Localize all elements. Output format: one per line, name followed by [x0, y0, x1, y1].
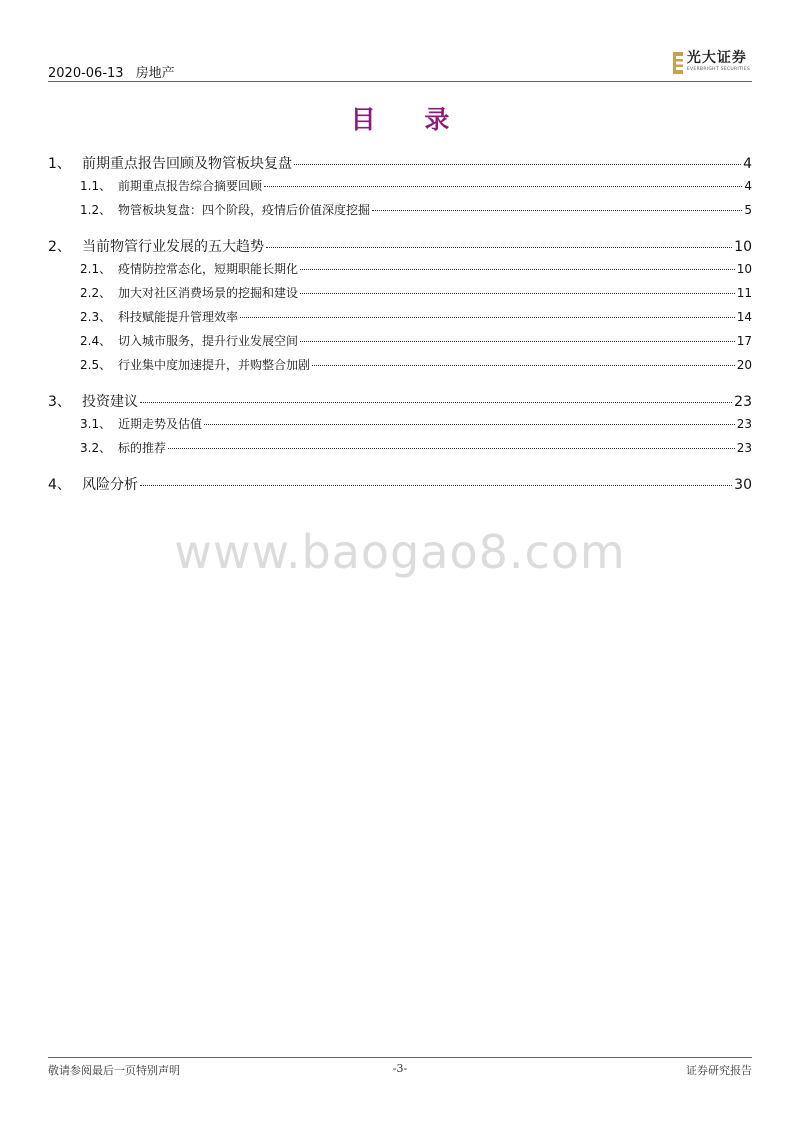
toc-entry-title: 切入城市服务，提升行业发展空间 — [118, 334, 299, 348]
toc-dot-leader — [168, 448, 735, 449]
toc-dot-leader — [300, 341, 735, 342]
toc-section-entry[interactable] — [48, 201, 752, 225]
toc-entry-number: 3.1、 — [80, 417, 112, 431]
toc-entry-number: 4、 — [48, 477, 71, 493]
toc-section-entry[interactable] — [48, 308, 752, 332]
toc-entry-page: 17 — [736, 334, 752, 348]
footer-disclaimer: 敬请参阅最后一页特别声明 — [48, 1064, 180, 1077]
toc-entry-number: 2、 — [48, 239, 71, 255]
toc-entry-page: 14 — [736, 310, 752, 324]
toc-dot-leader — [372, 210, 742, 211]
logo-chinese-name: 光大证券 — [686, 50, 747, 66]
toc-entry-title: 物管板块复盘：四个阶段，疫情后价值深度挖掘 — [118, 203, 371, 217]
toc-dot-leader — [240, 317, 735, 318]
report-date: 2020-06-13 — [48, 66, 124, 81]
toc-dot-leader — [300, 269, 735, 270]
toc-entry-number: 1.1、 — [80, 179, 112, 193]
toc-entry-title: 风险分析 — [82, 477, 138, 493]
toc-dot-leader — [266, 247, 732, 248]
toc-entry-page: 23 — [734, 394, 752, 410]
toc-entry-page: 20 — [736, 358, 752, 372]
toc-dot-leader — [312, 365, 735, 366]
toc-entry-number: 2.1、 — [80, 262, 112, 276]
toc-entry-page: 30 — [734, 477, 752, 493]
toc-entry-title: 前期重点报告综合摘要回顾 — [118, 179, 263, 193]
toc-entry-number: 2.2、 — [80, 286, 112, 300]
toc-chapter-entry[interactable] — [48, 390, 752, 415]
toc-section-entry[interactable] — [48, 284, 752, 308]
toc-entry-title: 近期走势及估值 — [118, 417, 203, 431]
report-sector: 房地产 — [135, 66, 175, 81]
toc-title: 目 录 — [350, 105, 470, 134]
toc-section-entry[interactable] — [48, 439, 752, 463]
toc-entry-page: 5 — [744, 203, 752, 217]
toc-dot-leader — [294, 164, 741, 165]
header-divider — [48, 81, 752, 82]
toc-entry-page: 4 — [744, 179, 752, 193]
toc-section-entry[interactable] — [48, 332, 752, 356]
toc-dot-leader — [140, 402, 732, 403]
toc-entry-page: 23 — [736, 441, 752, 455]
toc-entry-title: 科技赋能提升管理效率 — [118, 310, 239, 324]
toc-chapter-entry[interactable] — [48, 152, 752, 177]
toc-entry-title: 当前物管行业发展的五大趋势 — [82, 239, 264, 255]
toc-section-entry[interactable] — [48, 260, 752, 284]
toc-entry-title: 加大对社区消费场景的挖掘和建设 — [118, 286, 299, 300]
header-info — [48, 62, 175, 81]
toc-entry-title: 标的推荐 — [118, 441, 167, 455]
toc-entry-page: 10 — [736, 262, 752, 276]
company-logo — [673, 50, 750, 78]
toc-entry-number: 3、 — [48, 394, 71, 410]
toc-entry-number: 1.2、 — [80, 203, 112, 217]
toc-section-entry[interactable] — [48, 356, 752, 380]
toc-entry-title: 疫情防控常态化，短期职能长期化 — [118, 262, 299, 276]
toc-entry-number: 3.2、 — [80, 441, 112, 455]
watermark: www.baogao8.com — [174, 525, 626, 579]
footer-divider — [48, 1057, 752, 1058]
table-of-contents — [48, 152, 752, 498]
toc-entry-page: 11 — [736, 286, 752, 300]
toc-entry-title: 前期重点报告回顾及物管板块复盘 — [82, 156, 292, 172]
toc-entry-number: 2.4、 — [80, 334, 112, 348]
toc-entry-title: 投资建议 — [82, 394, 138, 410]
toc-entry-page: 23 — [736, 417, 752, 431]
toc-chapter-entry[interactable] — [48, 473, 752, 498]
logo-mark-icon — [673, 52, 683, 74]
toc-dot-leader — [140, 485, 732, 486]
toc-entry-number: 2.3、 — [80, 310, 112, 324]
toc-entry-number: 2.5、 — [80, 358, 112, 372]
page-number: -3- — [392, 1062, 408, 1075]
toc-dot-leader — [204, 424, 735, 425]
toc-dot-leader — [300, 293, 735, 294]
toc-section-entry[interactable] — [48, 177, 752, 201]
toc-entry-number: 1、 — [48, 156, 71, 172]
toc-entry-title: 行业集中度加速提升，并购整合加剧 — [118, 358, 311, 372]
toc-chapter-entry[interactable] — [48, 235, 752, 260]
page-header — [48, 50, 752, 80]
toc-dot-leader — [264, 186, 742, 187]
toc-entry-page: 10 — [734, 239, 752, 255]
footer-report-type: 证券研究报告 — [686, 1064, 752, 1077]
toc-entry-page: 4 — [743, 156, 752, 172]
logo-english-name: EVERBRIGHT SECURITIES — [686, 67, 750, 72]
toc-section-entry[interactable] — [48, 415, 752, 439]
